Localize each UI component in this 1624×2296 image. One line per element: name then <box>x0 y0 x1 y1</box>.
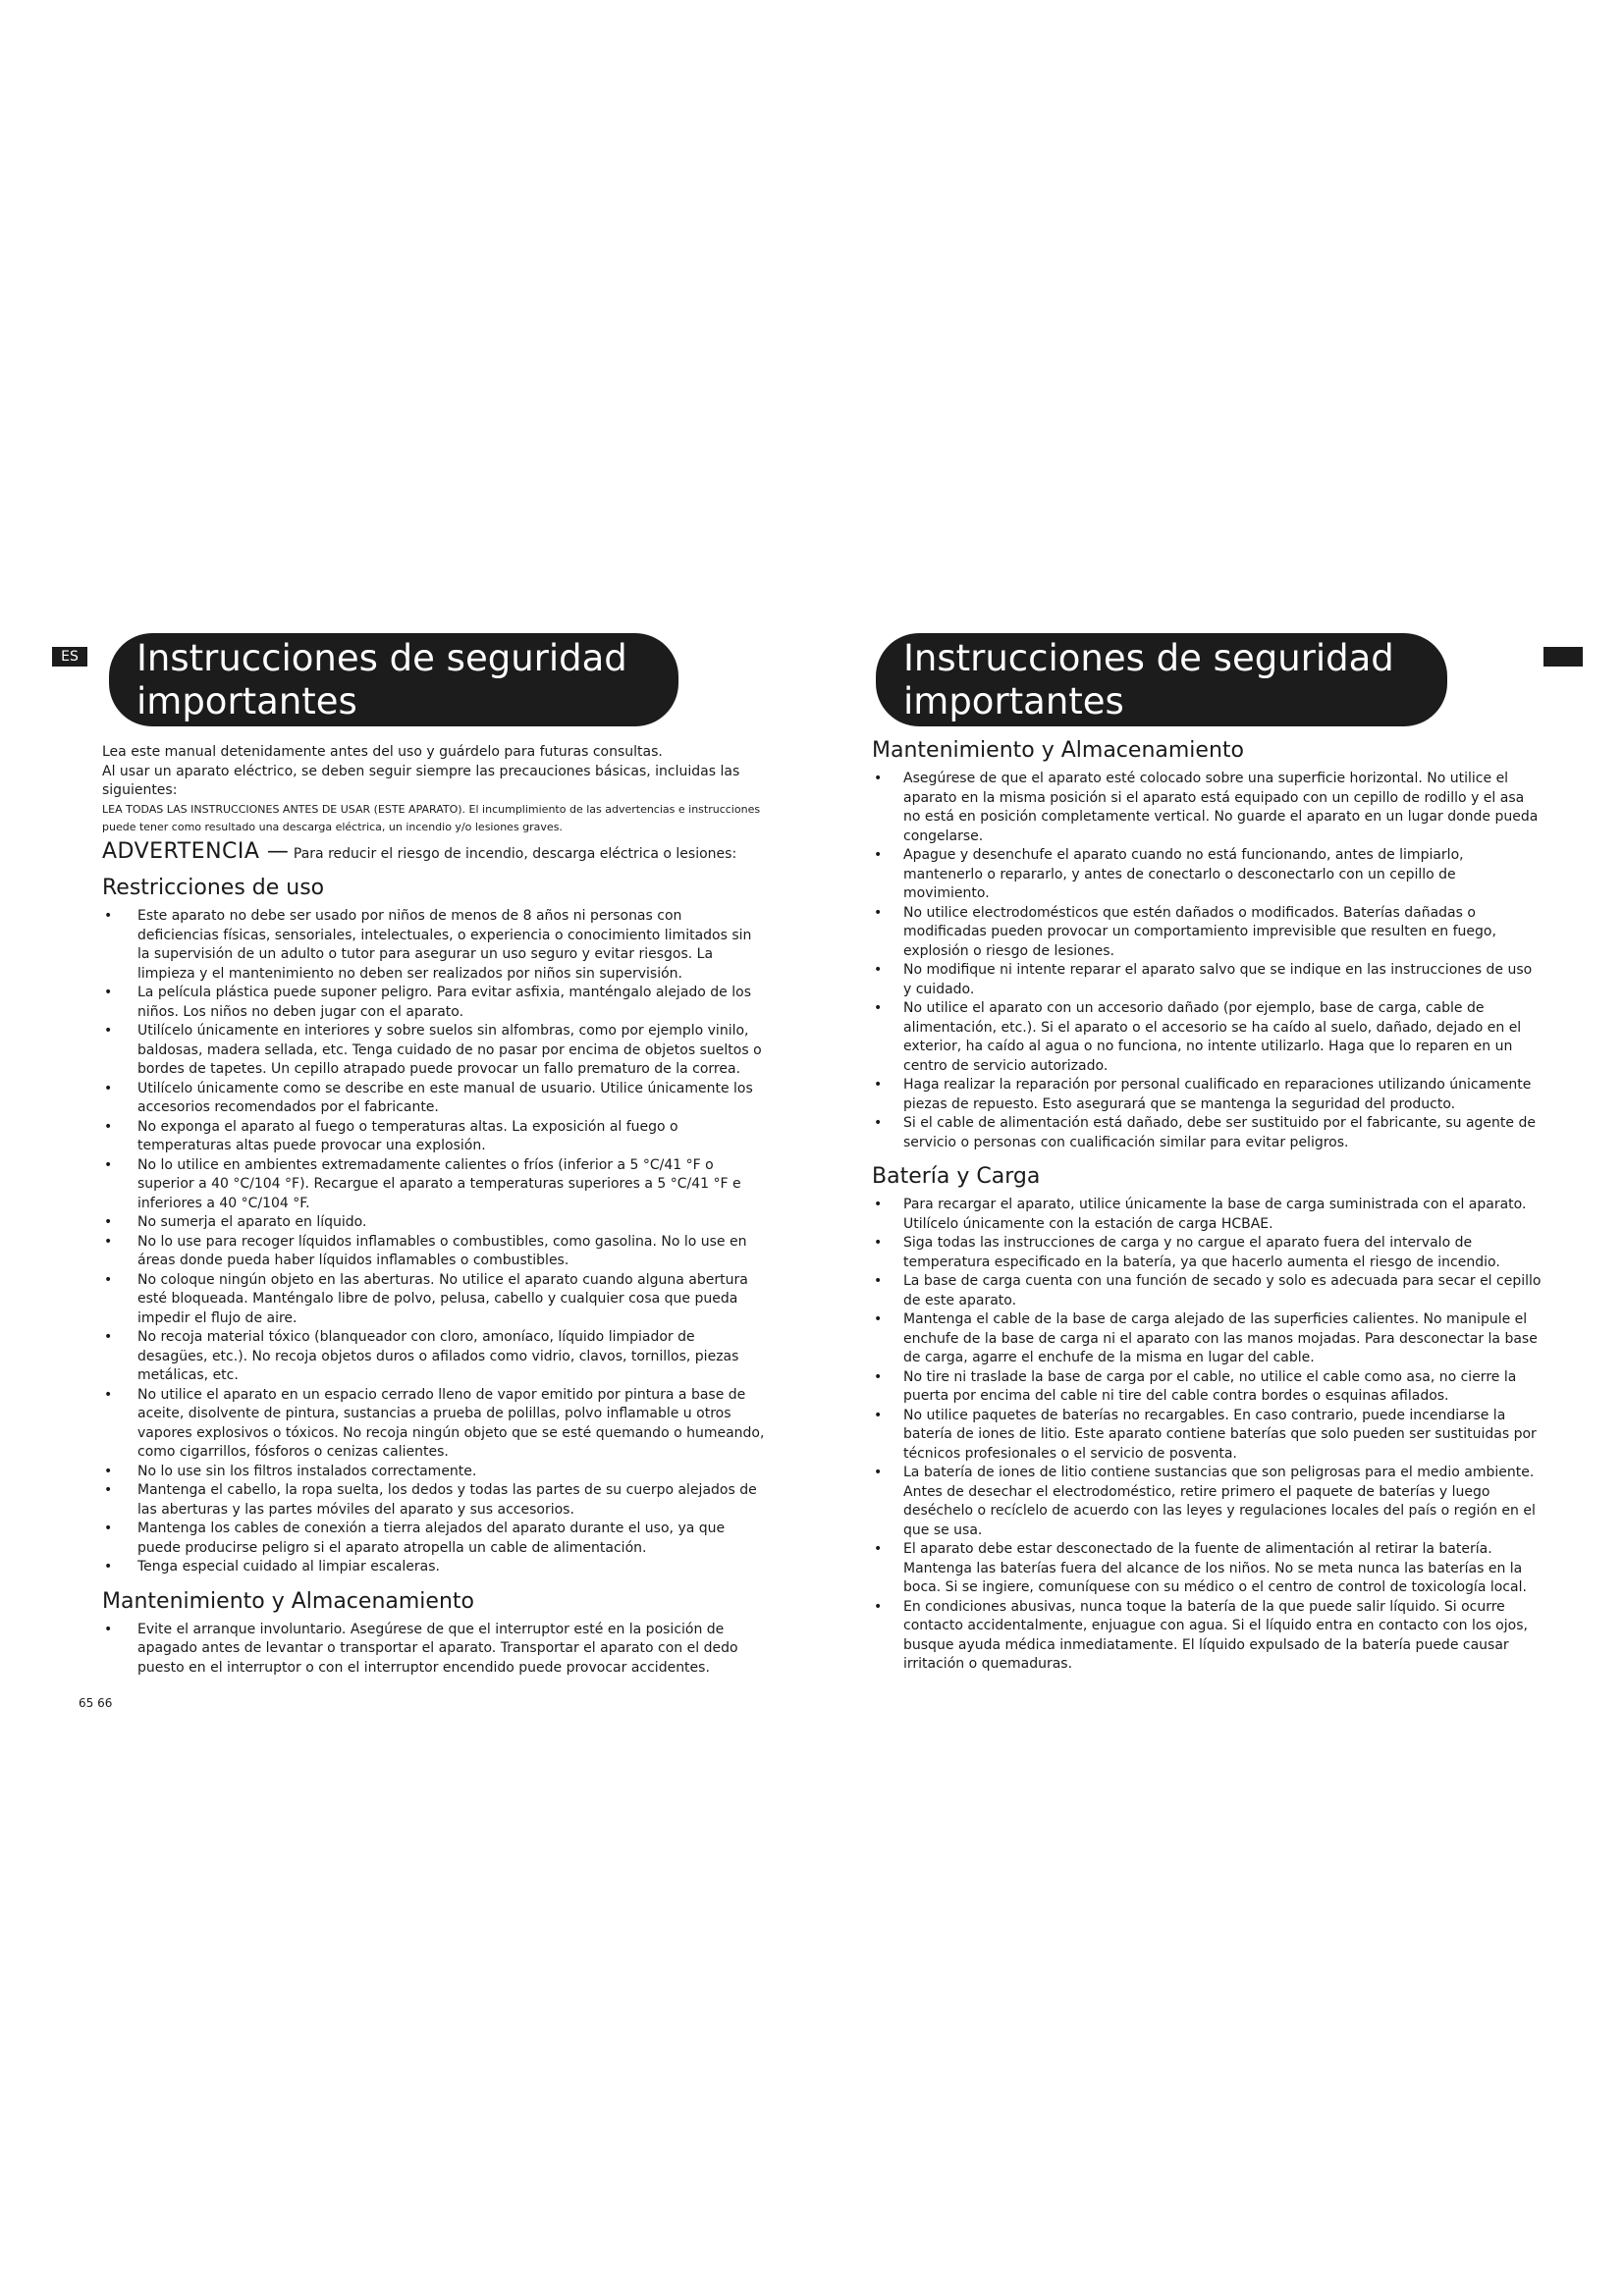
warning-line <box>102 838 766 865</box>
list-item: • Utilícelo únicamente en interiores y sobre suelos sin alfombras, como por ejemplo vinilo, baldosas, madera sellada, etc. Tenga cuidado de no pasar por encima de objetos sueltos o bordes de tapetes. Un cepillo atrapado puede provocar un fallo prematuro de la correa. <box>102 1022 766 1080</box>
list-item: • Mantenga el cable de la base de carga alejado de las superficies calientes. No manipule el enchufe de la base de carga ni el aparato con las manos mojadas. Para desconectar la base de carga, agarre el enchufe de la misma en lugar del cable. <box>872 1310 1543 1368</box>
list-item: • Mantenga el cabello, la ropa suelta, los dedos y todas las partes de su cuerpo alejados de las aberturas y las partes móviles del aparato y sus accesorios. <box>102 1481 766 1520</box>
list-item: • Evite el arranque involuntario. Asegúrese de que el interruptor esté en la posición de apagado antes de levantar o transportar el aparato. Transportar el aparato con el dedo puesto en el interruptor o con el interruptor encendido puede provocar accidentes. <box>102 1621 766 1679</box>
list-item: • Apague y desenchufe el aparato cuando no está funcionando, antes de limpiarlo, mantenerlo o repararlo, y antes de conectarlo o desconectarlo con un cepillo de movimiento. <box>872 846 1543 904</box>
list-item: • El aparato debe estar desconectado de la fuente de alimentación al retirar la batería. Mantenga las baterías fuera del alcance de los niños. No se meta nunca las baterías en la boca. Si se ingiere, comuníquese con su médico o el centro de control de toxicología local. <box>872 1540 1543 1598</box>
list-item: • Asegúrese de que el aparato esté colocado sobre una superficie horizontal. No utilice el aparato en la misma posición si el aparato está equipado con un cepillo de rodillo y el asa no está en posición completamente vertical. No guarde el aparato en un lugar donde pueda congelarse. <box>872 770 1543 846</box>
list-item: • La película plástica puede suponer peligro. Para evitar asfixia, manténgalo alejado de los niños. Los niños no deben jugar con el aparato. <box>102 984 766 1022</box>
mantenimiento-list-left <box>102 1621 766 1679</box>
list-item: • No lo use para recoger líquidos inflamables o combustibles, como gasolina. No lo use en áreas donde pueda haber líquidos inflamables o combustibles. <box>102 1233 766 1271</box>
left-page-title-banner <box>109 633 678 726</box>
list-item: • La batería de iones de litio contiene sustancias que son peligrosas para el medio ambiente. Antes de desechar el electrodoméstico, retire primero el paquete de baterías y luego deséchelo o recíclelo de acuerdo con las leyes y regulaciones locales del país o región en el que se usa. <box>872 1464 1543 1540</box>
list-item: • Este aparato no debe ser usado por niños de menos de 8 años ni personas con deficiencias físicas, sensoriales, intelectuales, o experiencia o conocimiento limitados sin la supervisión de un adulto o tutor para asegurar un uso seguro y evitar riesgos. La limpieza y el mantenimiento no deben ser realizados por niños sin supervisión. <box>102 907 766 984</box>
section-title-bateria: Batería y Carga <box>872 1164 1041 1189</box>
page-numbers: 65 66 <box>79 1696 113 1710</box>
left-title-line-2: importantes <box>136 679 357 722</box>
right-page-title-banner <box>876 633 1447 726</box>
section-title-restricciones: Restricciones de uso <box>102 876 325 900</box>
section-title-mantenimiento-right: Mantenimiento y Almacenamiento <box>872 738 1244 763</box>
list-item: • Si el cable de alimentación está dañado, debe ser sustituido por el fabricante, su agente de servicio o personas con cualificación similar para evitar peligros. <box>872 1114 1543 1152</box>
language-tag: ES <box>52 647 87 667</box>
list-item: • Siga todas las instrucciones de carga y no cargue el aparato fuera del intervalo de temperatura especificado en la batería, ya que hacerlo aumenta el riesgo de incendio. <box>872 1234 1543 1272</box>
restricciones-list <box>102 907 766 1577</box>
section-title-mantenimiento-left: Mantenimiento y Almacenamiento <box>102 1588 474 1614</box>
intro-notice: LEA TODAS LAS INSTRUCCIONES ANTES DE USAR (ESTE APARATO). El incumplimiento de las advertencias e instrucciones puede tener como resultado una descarga eléctrica, un incendio y/o lesiones graves. <box>102 802 761 833</box>
list-item: • No utilice electrodomésticos que estén dañados o modificados. Baterías dañadas o modificadas pueden provocar un comportamiento imprevisible que resulten en fuego, explosión o riesgo de lesiones. <box>872 904 1543 962</box>
list-item: • No utilice el aparato en un espacio cerrado lleno de vapor emitido por pintura a base de aceite, disolvente de pintura, sustancias a prueba de polillas, polvo inflamable u otros vapores explosivos o tóxicos. No recoja ningún objeto que se esté quemando o humeando, como cigarrillos, fósforos o cenizas calientes. <box>102 1386 766 1463</box>
list-item: • No coloque ningún objeto en las aberturas. No utilice el aparato cuando alguna abertura esté bloqueada. Manténgalo libre de polvo, pelusa, cabello y cualquier cosa que pueda impedir el flujo de aire. <box>102 1271 766 1329</box>
intro-paragraph-2: Al usar un aparato eléctrico, se deben seguir siempre las precauciones básicas, incluidas las siguientes: <box>102 763 740 798</box>
bateria-list <box>872 1196 1543 1675</box>
right-title-line-2: importantes <box>903 679 1124 722</box>
warning-word: ADVERTENCIA — <box>102 838 290 864</box>
list-item: • No lo utilice en ambientes extremadamente calientes o fríos (inferior a 5 °C/41 °F o superior a 40 °C/104 °F). Recargue el aparato a temperaturas superiores a 5 °C/41 °F e inferiores a 40 °C/104 °F. <box>102 1156 766 1214</box>
warning-text: Para reducir el riesgo de incendio, descarga eléctrica o lesiones: <box>293 845 737 862</box>
list-item: • La base de carga cuenta con una función de secado y solo es adecuada para secar el cepillo de este aparato. <box>872 1272 1543 1310</box>
list-item: • Tenga especial cuidado al limpiar escaleras. <box>102 1558 766 1577</box>
intro-paragraph-1: Lea este manual detenidamente antes del uso y guárdelo para futuras consultas. <box>102 744 663 760</box>
list-item: • No exponga el aparato al fuego o temperaturas altas. La exposición al fuego o temperaturas altas puede provocar una explosión. <box>102 1118 766 1156</box>
right-title-line-1: Instrucciones de seguridad <box>903 636 1394 679</box>
left-page-column <box>102 743 766 1678</box>
list-item: • No lo use sin los filtros instalados correctamente. <box>102 1463 766 1482</box>
language-tag-marker <box>1543 647 1583 667</box>
list-item: • No sumerja el aparato en líquido. <box>102 1213 766 1233</box>
left-title-line-1: Instrucciones de seguridad <box>136 636 627 679</box>
list-item: • Mantenga los cables de conexión a tierra alejados del aparato durante el uso, ya que puede producirse peligro si el aparato atropella un cable de alimentación. <box>102 1520 766 1558</box>
list-item: • No utilice el aparato con un accesorio dañado (por ejemplo, base de carga, cable de alimentación, etc.). Si el aparato o el accesorio se ha caído al suelo, dañado, dejado en el exterior, ha caído al agua o no funciona, no intente utilizarlo. Haga que lo reparen en un centro de servicio autorizado. <box>872 999 1543 1076</box>
list-item: • En condiciones abusivas, nunca toque la batería de la que puede salir líquido. Si ocurre contacto accidentalmente, enjuague con agua. Si el líquido entra en contacto con los ojos, busque ayuda médica inmediatamente. El líquido expulsado de la batería puede causar irritación o quemaduras. <box>872 1598 1543 1675</box>
list-item: • Haga realizar la reparación por personal cualificado en reparaciones utilizando únicamente piezas de repuesto. Esto asegurará que se mantenga la seguridad del producto. <box>872 1076 1543 1114</box>
list-item: • Utilícelo únicamente como se describe en este manual de usuario. Utilice únicamente los accesorios recomendados por el fabricante. <box>102 1080 766 1118</box>
list-item: • Para recargar el aparato, utilice únicamente la base de carga suministrada con el aparato. Utilícelo únicamente con la estación de carga HCBAE. <box>872 1196 1543 1234</box>
right-page-column <box>872 738 1543 1675</box>
list-item: • No tire ni traslade la base de carga por el cable, no utilice el cable como asa, no cierre la puerta por encima del cable ni tire del cable contra bordes o esquinas afilados. <box>872 1368 1543 1407</box>
mantenimiento-list-right <box>872 770 1543 1152</box>
list-item: • No modifique ni intente reparar el aparato salvo que se indique en las instrucciones de uso y cuidado. <box>872 961 1543 999</box>
list-item: • No recoja material tóxico (blanqueador con cloro, amoníaco, líquido limpiador de desagües, etc.). No recoja objetos duros o afilados como vidrio, clavos, tornillos, piezas metálicas, etc. <box>102 1328 766 1386</box>
list-item: • No utilice paquetes de baterías no recargables. En caso contrario, puede incendiarse la batería de iones de litio. Este aparato contiene baterías que solo pueden ser sustituidas por técnicos profesionales o el servicio de posventa. <box>872 1407 1543 1465</box>
